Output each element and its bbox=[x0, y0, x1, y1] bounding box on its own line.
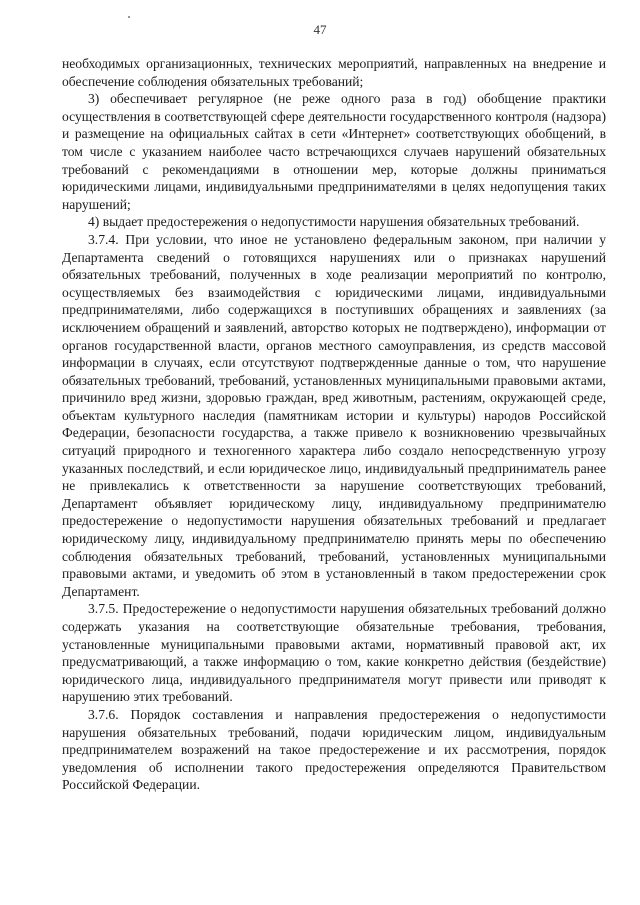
paragraph-3-7-4: 3.7.4. При условии, что иное не установлено федеральным законом, при наличии у Департамента сведений о готовящихся нарушениях или о признаках нарушений обязательных требований, полученных в ходе реализации мероприятий по контролю, осуществляемых без взаимодействия с юридическими лицами, индивидуальными предпринимателями, либо содержащихся в поступивших обращениях и заявлениях (за исключением обращений и заявлений, авторство которых не подтверждено), информации от органов государственной власти, органов местного самоуправления, из средств массовой информации в случаях, если отсутствуют подтвержденные данные о том, что нарушение обязательных требований, требований, установленных муниципальными правовыми актами, причинило вред жизни, здоровью граждан, вред животным, растениям, окружающей среде, объектам культурного наследия (памятникам истории и культуры) народов Российской Федерации, безопасности государства, а также привело к возникновению чрезвычайных ситуаций природного и техногенного характера либо создало непосредственную угрозу указанных последствий, и если юридическое лицо, индивидуальный предприниматель ранее не привлекались к ответственности за нарушение соответствующих требований, Департамент объявляет юридическому лицу, индивидуальному предпринимателю предостережение о недопустимости нарушения обязательных требований и предлагает юридическому лицу, индивидуальному предпринимателю принять меры по обеспечению соблюдения обязательных требований, требований, установленных муниципальными правовыми актами, и уведомить об этом в установленный в таком предостережении срок Департамент. bbox=[62, 231, 606, 599]
scan-speck bbox=[128, 16, 130, 18]
paragraph-item-4: 4) выдает предостережения о недопустимости нарушения обязательных требований. bbox=[88, 214, 580, 230]
document-body bbox=[62, 55, 606, 794]
page-number: 47 bbox=[313, 22, 327, 37]
paragraph-3-7-6: 3.7.6. Порядок составления и направления предостережения о недопустимости нарушения обязательных требований, подачи юридическим лицом, индивидуальным предпринимателем возражений на такое предостережение и их рассмотрения, порядок уведомления об исполнении такого предостережения определяются Правительством Российской Федерации. bbox=[62, 706, 606, 793]
paragraph-continuation: необходимых организационных, технических мероприятий, направленных на внедрение и обеспечение соблюдения обязательных требований; bbox=[62, 56, 606, 89]
paragraph-3-7-5: 3.7.5. Предостережение о недопустимости нарушения обязательных требований должно содержать указания на соответствующие обязательные требования, требования, установленные муниципальными правовыми актами, нормативный правовой акт, их предусматривающий, а также информацию о том, какие конкретно действия (бездействие) юридического лица, индивидуального предпринимателя могут привести или приводят к нарушению этих требований. bbox=[62, 601, 606, 705]
paragraph-item-3: 3) обеспечивает регулярное (не реже одного раза в год) обобщение практики осуществления в соответствующей сфере деятельности государственного контроля (надзора) и размещение на официальных сайтах в сети «Интернет» соответствующих обобщений, в том числе с указанием наиболее часто встречающихся случаев нарушений обязательных требований с рекомендациями в отношении мер, которые должны приниматься юридическими лицами, индивидуальными предпринимателями в целях недопущения таких нарушений; bbox=[62, 91, 606, 212]
